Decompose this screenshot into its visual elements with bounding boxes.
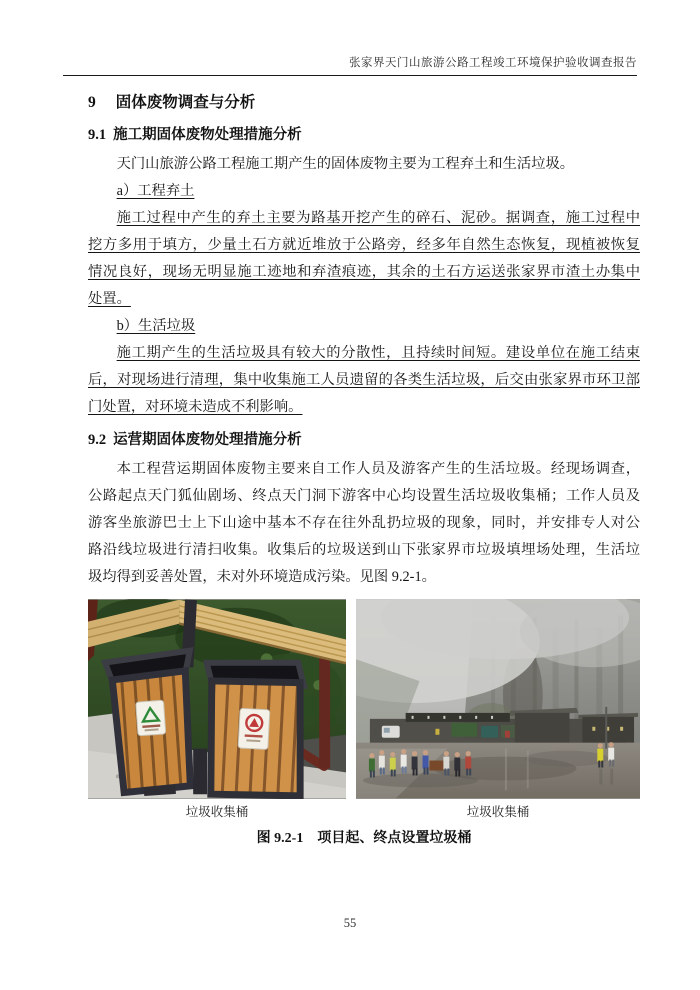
section-9-number: 9 xyxy=(88,94,96,111)
paragraph-b-line: 施工期产生的生活垃圾具有较大的分散性，且持续时间短。建设单位在施工结束 xyxy=(116,345,640,361)
section-9-heading xyxy=(88,90,640,112)
figure-caption: 图 9.2-1 项目起、终点设置垃圾桶 xyxy=(256,831,472,846)
section-9-title: 固体废物调查与分析 xyxy=(115,94,256,111)
paragraph-operation-line: 游客坐旅游巴士上下山途中基本不存在往外乱扔垃圾的现象，同时，并安排专人对公 xyxy=(88,515,640,531)
section-9-2-number: 9.2 xyxy=(88,432,107,448)
trash-bin-left xyxy=(105,651,200,799)
paragraph-operation-line: 公路起点天门狐仙剧场、终点天门洞下游客中心均设置生活垃圾收集桶；工作人员及 xyxy=(88,488,640,504)
section-9-1-heading xyxy=(88,123,640,144)
paragraph-operation-line: 圾均得到妥善处置，未对外环境造成污染。见图 9.2-1。 xyxy=(88,569,436,585)
section-9-2-heading xyxy=(88,428,640,449)
photo-foggy-plaza xyxy=(356,599,640,799)
item-b-heading: b）生活垃圾 xyxy=(116,318,196,334)
paragraph-operation-line: 路沿线垃圾进行清扫收集。收集后的垃圾送到山下张家界市垃圾填埋场处理，生活垃 xyxy=(88,542,640,558)
section-9-2-title: 运营期固体废物处理措施分析 xyxy=(113,432,302,448)
bin-center-base xyxy=(193,749,207,795)
item-a-heading: a）工程弃土 xyxy=(116,183,195,199)
figure-photos-row xyxy=(88,599,640,799)
paragraph-a-line: 挖方多用于填方，少量土石方就近堆放于公路旁，经多年自然生态恢复，现植被恢复 xyxy=(88,237,640,253)
photo-caption-left: 垃圾收集桶 xyxy=(185,805,249,819)
trash-bin-right xyxy=(200,658,307,799)
paragraph-b-line: 后，对现场进行清理，集中收集施工人员遗留的各类生活垃圾，后交由张家界市环卫部 xyxy=(88,372,640,388)
page-content xyxy=(88,90,640,847)
page-header-title: 张家界天门山旅游公路工程竣工环境保护验收调查报告 xyxy=(63,54,637,76)
paragraph-intro: 天门山旅游公路工程施工期产生的固体废物主要为工程弃土和生活垃圾。 xyxy=(116,156,575,172)
section-9-1-title: 施工期固体废物处理措施分析 xyxy=(113,127,302,143)
paragraph-a-line: 情况良好，现场无明显施工迹地和弃渣痕迹，其余的土石方运送张家界市渣土办集中 xyxy=(88,264,640,280)
section-9-1-number: 9.1 xyxy=(88,127,107,143)
paragraph-operation-line: 本工程营运期固体废物主要来自工作人员及游客产生的生活垃圾。经现场调查， xyxy=(116,461,640,477)
page-number: 55 xyxy=(343,916,357,930)
paragraph-b-line: 门处置，对环境未造成不利影响。 xyxy=(88,399,303,415)
photo-trash-bins-graphic xyxy=(88,599,346,799)
photo-foggy-plaza-graphic xyxy=(356,599,640,799)
paragraph-a-line: 处置。 xyxy=(88,291,131,307)
photo-caption-right: 垃圾收集桶 xyxy=(466,805,530,819)
photo-trash-bins xyxy=(88,599,346,799)
photo-captions-row xyxy=(88,802,640,820)
paragraph-a-line: 施工过程中产生的弃土主要为路基开挖产生的碎石、泥砂。据调查，施工过程中 xyxy=(116,210,640,226)
